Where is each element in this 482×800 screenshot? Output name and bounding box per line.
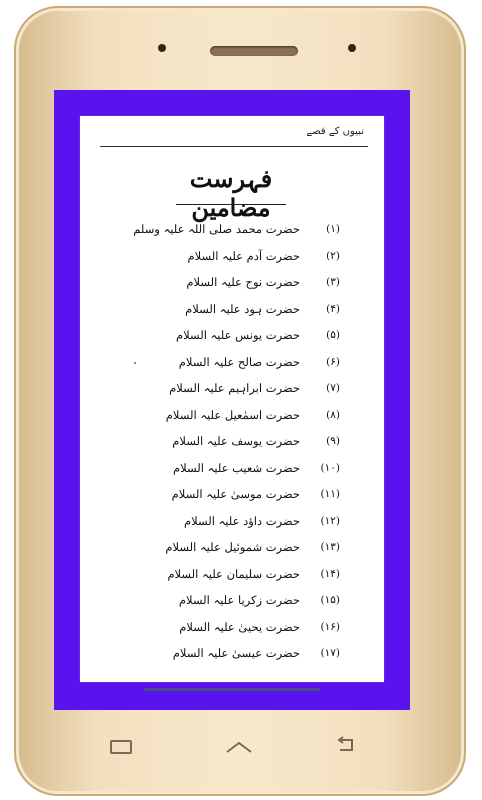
toc-item-number: (۱۵) [320,594,340,607]
toc-item[interactable] [170,614,340,641]
home-icon[interactable] [225,740,253,757]
toc-item-title: حضرت عیسیٰ علیہ السلام [172,646,300,661]
toc-item[interactable] [170,322,340,349]
toc-item-number: (۱۱) [320,488,340,501]
toc-item-title: حضرت شموئیل علیہ السلام [165,540,300,555]
title-underline [176,204,286,205]
toc-item[interactable] [167,561,340,588]
toc-item-number: (۱۴) [320,567,340,580]
toc-item-title: حضرت صالح علیہ السلام [178,354,300,369]
toc-item-number: (۱۶) [320,620,340,633]
toc-item-title: حضرت یحییٰ علیہ السلام [179,619,300,634]
recent-apps-icon[interactable] [110,740,132,754]
toc-item-title: حضرت نوح علیہ السلام [186,275,300,290]
sensor-icon [348,44,356,52]
toc-item[interactable] [170,455,340,482]
toc-item[interactable] [170,296,340,323]
toc-item[interactable] [170,428,340,455]
toc-item[interactable] [133,216,340,243]
toc-item-title: حضرت یونس علیہ السلام [175,328,300,343]
back-icon[interactable] [334,736,356,757]
toc-item-number: (۱) [326,223,340,236]
toc-item[interactable] [165,402,340,429]
toc-item-number: (۱۷) [320,647,340,660]
toc-item[interactable] [170,269,340,296]
toc-item-title: حضرت ابراہیم علیہ السلام [169,381,300,396]
toc-item-title: حضرت اسمٰعیل علیہ السلام [165,407,300,422]
toc-item-number: (۴) [326,302,340,315]
toc-item-title: حضرت یوسف علیہ السلام [172,434,300,449]
toc-item-title: حضرت شعیب علیہ السلام [173,460,300,475]
earpiece-speaker [210,46,298,56]
page-speck [134,362,136,364]
header-rule [100,146,368,147]
toc-item[interactable] [170,375,340,402]
toc-item-number: (۷) [326,382,340,395]
toc-item-number: (۹) [326,435,340,448]
page-scroll-indicator [144,688,320,691]
toc-item[interactable] [170,587,340,614]
toc-item[interactable] [170,349,340,376]
toc-item[interactable] [170,481,340,508]
book-page[interactable] [80,116,384,682]
toc-item[interactable] [165,534,340,561]
toc-item-number: (۱۲) [320,514,340,527]
toc-item-title: حضرت سلیمان علیہ السلام [167,566,300,581]
toc-item-title: حضرت ہود علیہ السلام [185,301,300,316]
toc-item[interactable] [170,243,340,270]
table-of-contents [133,216,340,667]
page-title: فہرست مضامین [189,164,273,222]
toc-item-number: (۳) [326,276,340,289]
toc-item-title: حضرت محمد صلی اللہ علیہ وسلم [133,222,300,237]
toc-item-number: (۶) [326,355,340,368]
toc-item-number: (۱۳) [320,541,340,554]
running-head: نبیوں کے قصے [306,126,364,137]
toc-item-title: حضرت آدم علیہ السلام [187,248,300,263]
toc-item[interactable] [170,508,340,535]
toc-item-number: (۲) [326,249,340,262]
toc-item-number: (۵) [326,329,340,342]
front-camera-icon [158,44,166,52]
toc-item-title: حضرت موسیٰ علیہ السلام [171,487,300,502]
toc-item-number: (۱۰) [320,461,340,474]
toc-item[interactable] [170,640,340,667]
toc-item-number: (۸) [326,408,340,421]
toc-item-title: حضرت داؤد علیہ السلام [183,513,300,528]
toc-item-title: حضرت زکریا علیہ السلام [178,593,300,608]
